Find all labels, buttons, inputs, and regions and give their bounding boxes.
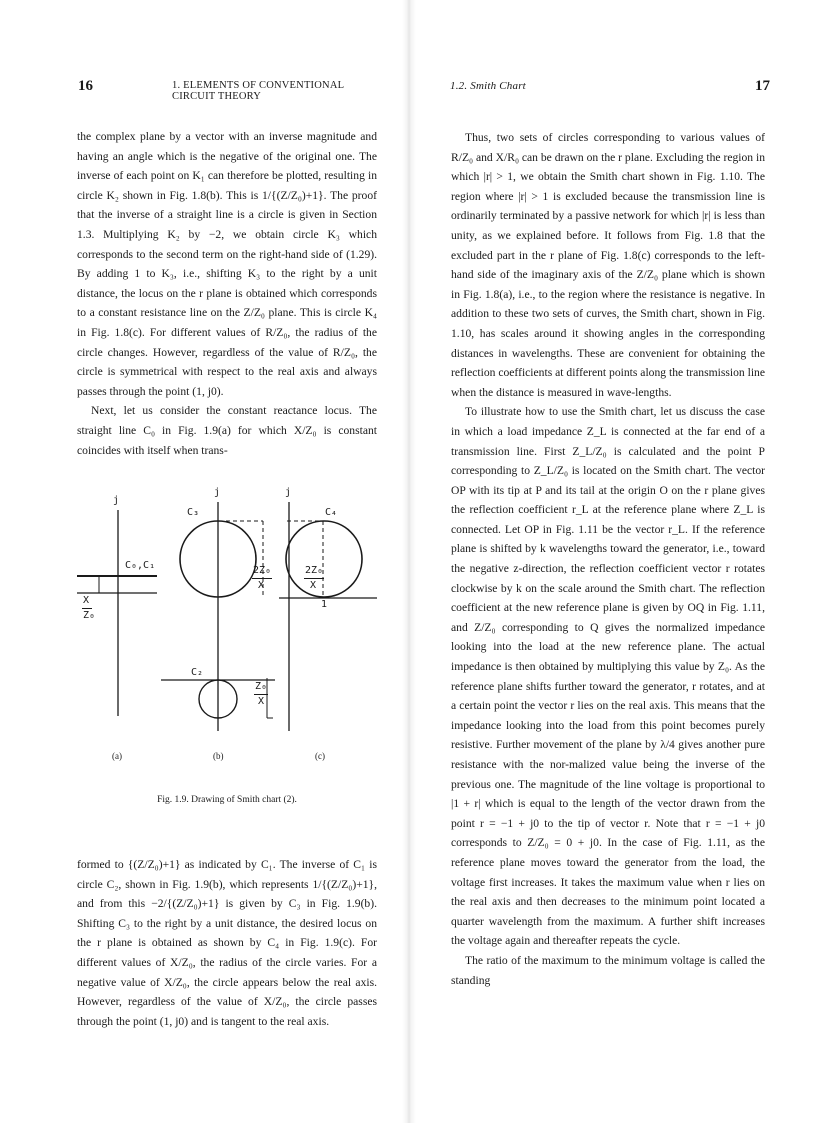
panel-b-j-label: j — [214, 487, 221, 498]
label-2z0: 2Z₀ — [253, 565, 272, 576]
panel-b-label: (b) — [213, 751, 224, 761]
figure-caption: Fig. 1.9. Drawing of Smith chart (2). — [157, 795, 297, 805]
fraction-bar — [82, 608, 92, 609]
paragraph: the complex plane by a vector with an inverse magnitude and having an angle which is the negative of the original one. The inverse of each point on K₁ can therefore be plotted, resulting in circle K₂ shown in Fig. 1.8(b). This is 1/{(Z/Z₀)+1}. The proof that the inverse of a straight line is a circle is given in Section 1.3. Multiplying K₂ by −2, we obtain circle K₃ which corresponds to the second term on the right-hand side of (1.29). By adding 1 to K₃, i.e., shifting K₃ to the right by a unit distance, the locus on the r plane is obtained which corresponds to a constant resistance line on the Z/Z₀ plane. This is circle K₄ in Fig. 1.8(c). For different values of R/Z₀, the radius of the circle changes. However, regardless of the value of R/Z₀, the circle is symmetrical with respect to the real axis and always passes through the point (1, j0). — [77, 130, 377, 398]
label-z0: Z₀ — [83, 610, 96, 621]
paragraph: To illustrate how to use the Smith chart, let us discuss the case in which a load impedance Z_L is connected at the far end of a transmission line. First Z_L/Z₀ is calculated and the point P corresponding to Z_L/Z₀ is located on the Smith chart. The vector OP with its tip at P and its tail at the origin O on the r plane gives the reflection coefficient r_L at the reference plane where Z_L is connected. Let OP in Fig. 1.11 be the vector r_L. If the reference plane is shifted by k wavelengths toward the generator, i.e., toward the negative z-direction, the reflection coefficient vector r rotates clockwise by k on the scale around the Smith chart. The reflection coefficient at the new reference plane is given by OQ in Fig. 1.11, and Z/Z₀ corresponding to Q gives the normalized impedance looking into the load at the new reference plane. The actual impedance is then obtained by multiplying this value by Z₀. As the reference plane shifts further toward the generator, r rotates, and at a certain point the vector r lies on the real axis. This means that the impedance looking into the load from this point becomes purely resistive. Further movement of the plane by λ/4 gives another pure resistance with the nor-malized value being the inverse of the previous one. The magnitude of the line voltage is proportional to |1 + r| which is equal to the length of the vector drawn from the point r = −1 + j0 to the tip of vector r. Note that r = −1 + j0 corresponds to Z/Z₀ = 0 + j0. In the case of Fig. 1.11, as the reference plane moves toward the generator from the load, the voltage first increases. It takes the maximum value when r lies on the real axis and then decreases to the minimum point located a quarter wavelength from the maximum. A further shift increases the voltage again and thereafter repeats the cycle. — [451, 405, 765, 948]
label-c2: C₂ — [191, 667, 204, 678]
label-x-lower: X — [258, 696, 265, 707]
running-head: 1.2. Smith Chart — [450, 80, 526, 92]
paragraph: Next, let us consider the constant reactance locus. The straight line C₀ in Fig. 1.9(a) for which X/Z₀ is constant coincides with itself when trans- — [77, 404, 377, 457]
fraction-bar — [304, 578, 324, 579]
left-body-text-bottom — [77, 855, 377, 1031]
page-number: 16 — [78, 78, 93, 94]
label-one: 1 — [321, 599, 328, 610]
running-head: 1. ELEMENTS OF CONVENTIONAL CIRCUIT THEORY — [172, 80, 344, 102]
paragraph: formed to {(Z/Z₀)+1} as indicated by C₁. The inverse of C₁ is circle C₂, shown in Fig. 1.9(b), which represents 1/{(Z/Z₀)+1}, and from this −2/{(Z/Z₀)+1} is given by C₃ in Fig. 1.9(b). Shifting C₃ to the right by a unit distance, the desired locus on the r plane is obtained as shown by C₄ in Fig. 1.9(c). For different values of X/Z₀, the radius of the circle varies. For a negative value of X/Z₀, the circle appears below the real axis. However, regardless of the value of X/Z₀, the circle passes through the point (1, j0) and is tangent to the real axis. — [77, 858, 377, 1028]
paragraph: The ratio of the maximum to the minimum voltage is called the standing — [451, 953, 765, 987]
right-body-text — [451, 128, 765, 990]
fraction-bar — [252, 578, 272, 579]
panel-a-label: (a) — [112, 751, 122, 761]
page-number: 17 — [755, 78, 770, 94]
label-x-top: X — [258, 580, 265, 591]
fraction-bar — [254, 694, 268, 695]
panel-c-j-label: j — [285, 487, 292, 498]
figure-smith-chart-drawing — [77, 488, 377, 770]
paragraph: Thus, two sets of circles corresponding to various values of R/Z₀ and X/R₀ can be drawn on the r plane. Excluding the region in which |r| > 1, we obtain the Smith chart shown in Fig. 1.10. The region where |r| > 1 is excluded because the transmission line is ordinarily terminated by a passive network for which |r| is less than unity, as we explained before. It follows from Fig. 1.8 that the excluded part in the r plane of Fig. 1.8(c) corresponds to the left-hand side of the imaginary axis of the Z/Z₀ plane which is shown in Fig. 1.8(a), i.e., to the region where the resistance is negative. In addition to these two sets of curves, the Smith chart, shown in Fig. 1.10, has scales around it showing angles in the corresponding distances in wavelengths. These are convenient for obtaining the reflection coefficients at different points along the transmission line when the distance is measured in wave-lengths. — [451, 131, 765, 399]
label-2z0-c: 2Z₀ — [305, 565, 324, 576]
panel-c-label: (c) — [315, 751, 325, 761]
left-body-text-top — [77, 127, 377, 460]
label-c3: C₃ — [187, 507, 200, 518]
label-z0-lower: Z₀ — [255, 681, 268, 692]
label-c4: C₄ — [325, 507, 338, 518]
label-x: X — [83, 595, 90, 606]
panel-a-j-label: j — [113, 495, 120, 506]
label-c0-c1: C₀,C₁ — [125, 560, 156, 571]
label-x-c: X — [310, 580, 317, 591]
